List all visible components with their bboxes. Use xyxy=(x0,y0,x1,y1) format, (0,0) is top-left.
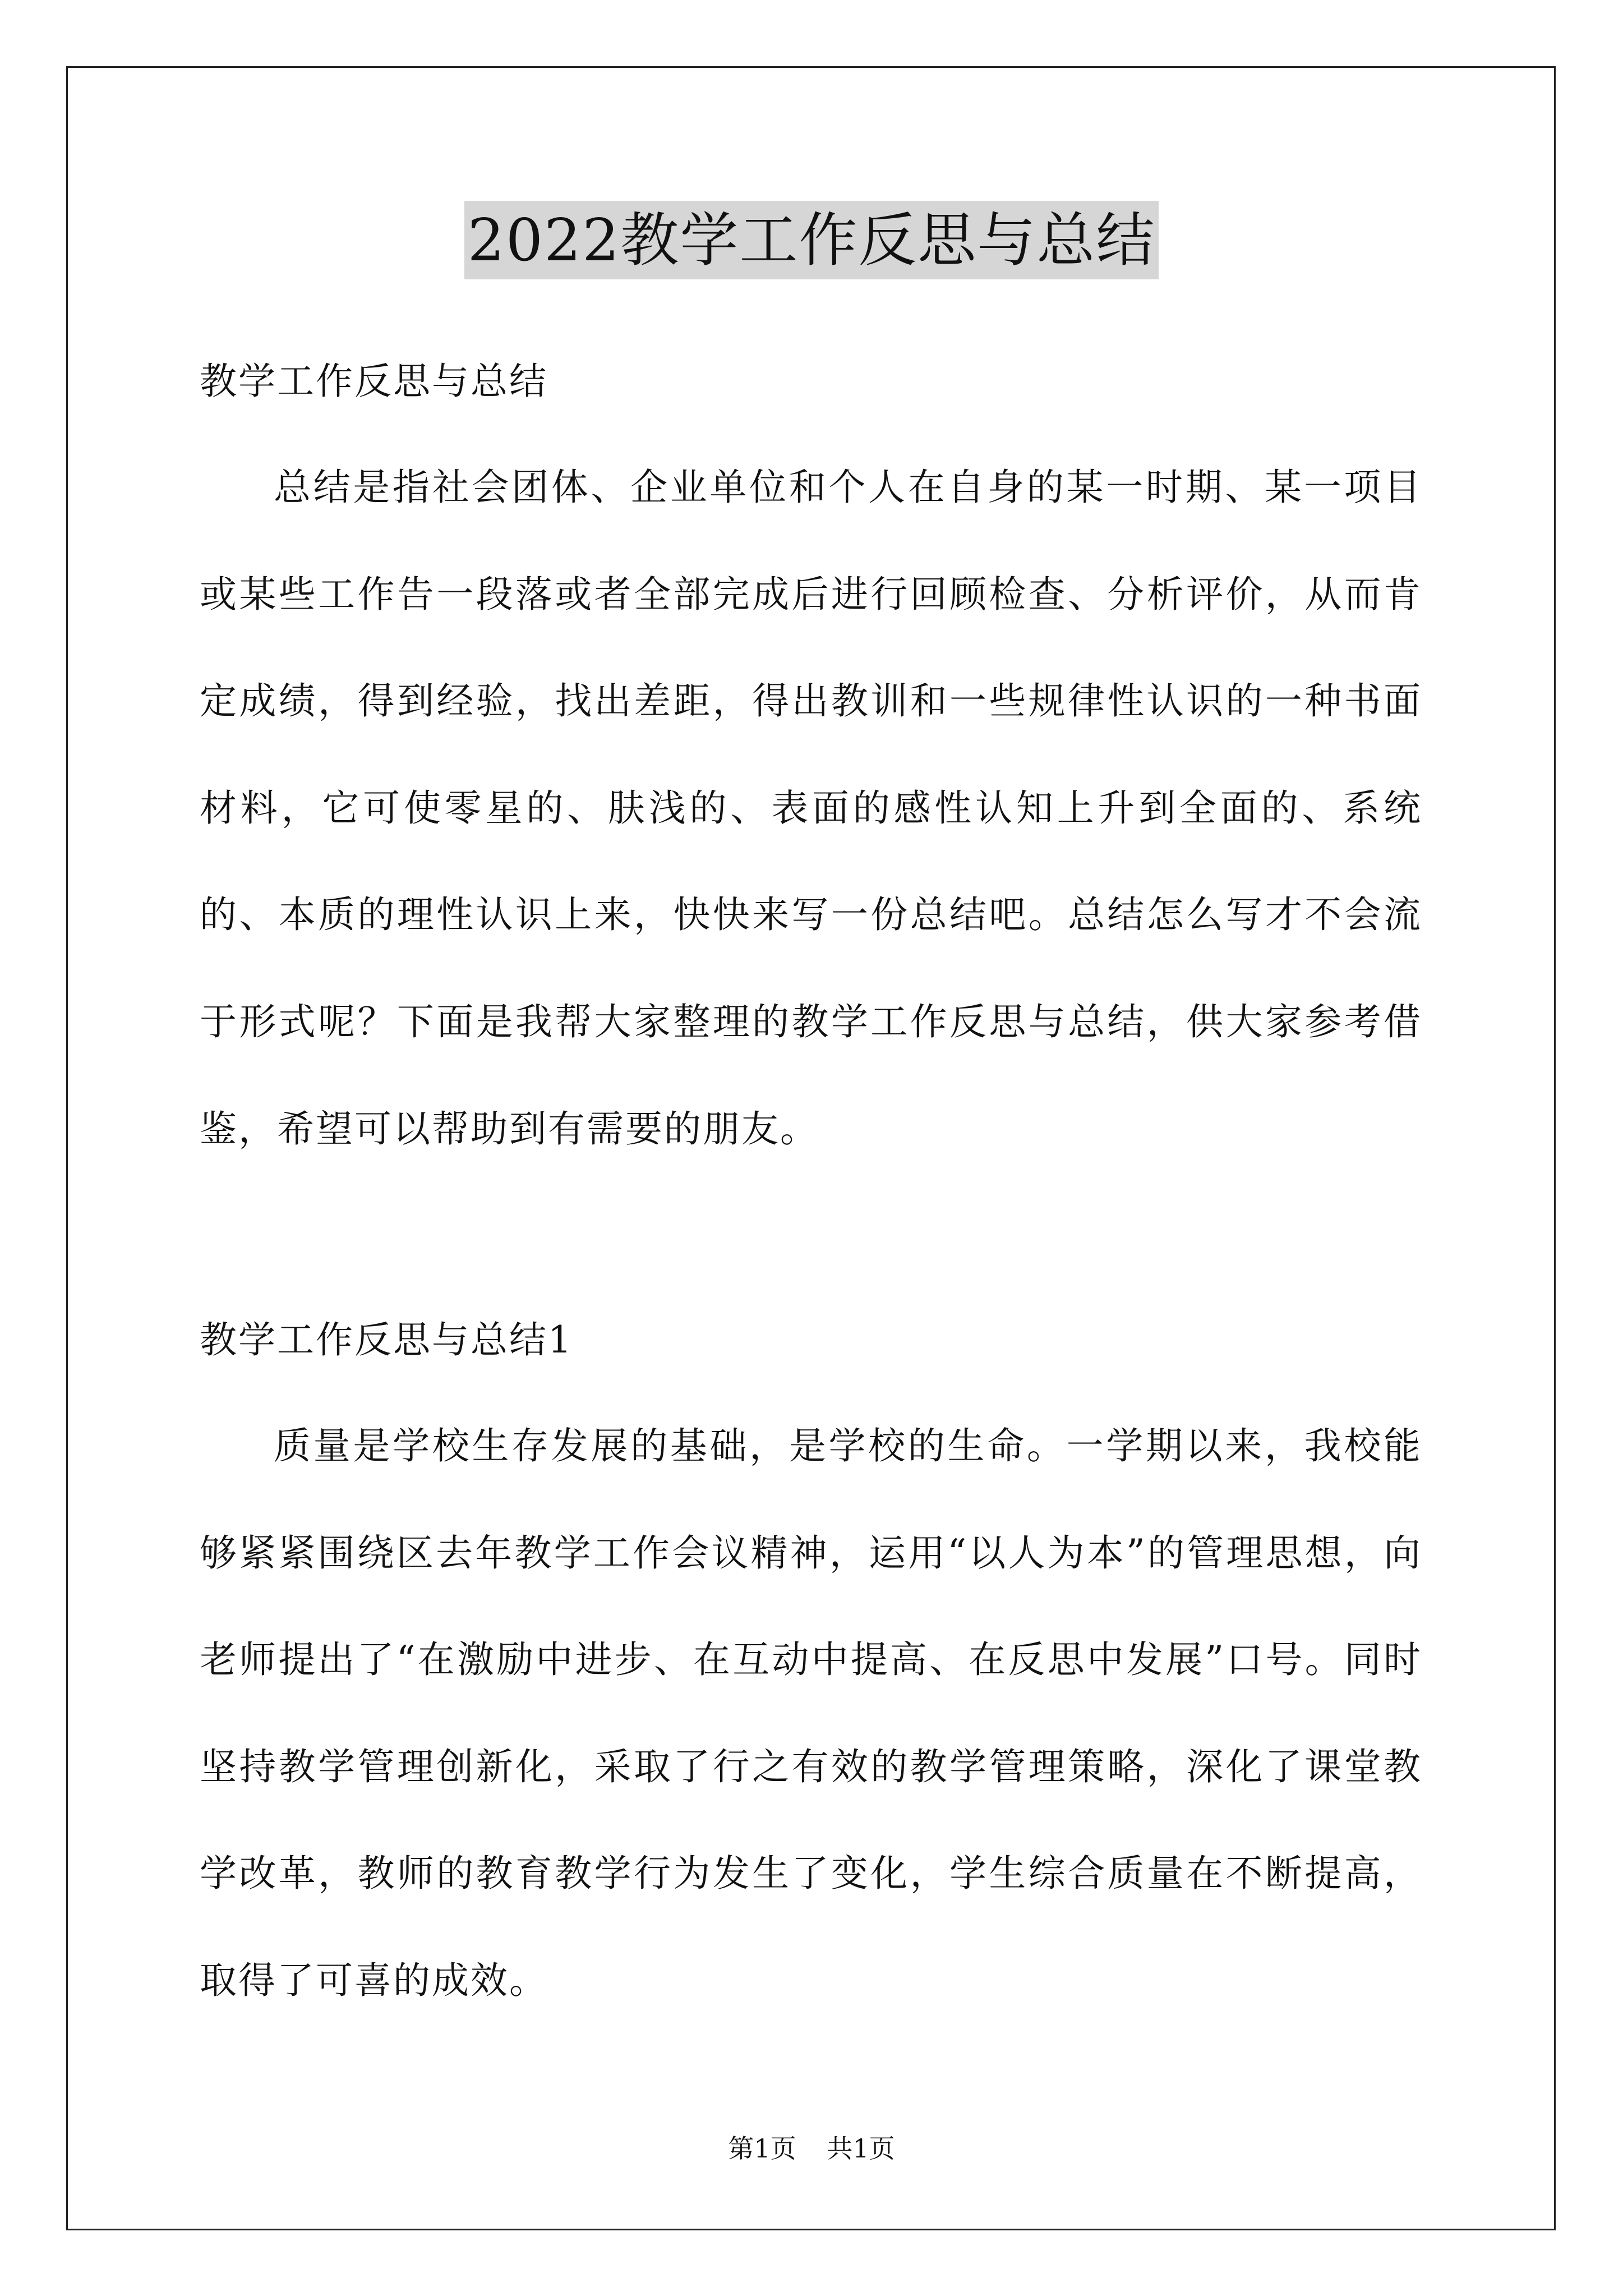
page-total: 共1页 xyxy=(827,2133,895,2164)
page-number: 第1页 xyxy=(728,2133,796,2164)
section-paragraph-1: 总结是指社会团体、企业单位和个人在自身的某一时期、某一项目或某些工作告一段落或者全部完成后进行回顾检查、分析评价，从而肯定成绩，得到经验，找出差距，得出教训和一些规律性认识的一种书面材料，它可使零星的、肤浅的、表面的感性认知上升到全面的、系统的、本质的理性认识上来，快快来写一份总结吧。总结怎么写才不会流于形式呢？下面是我帮大家整理的教学工作反思与总结，供大家参考借鉴，希望可以帮助到有需要的朋友。 xyxy=(200,466,1422,1151)
section-paragraph-2: 质量是学校生存发展的基础，是学校的生命。一学期以来，我校能够紧紧围绕区去年教学工作会议精神，运用“以人为本”的管理思想，向老师提出了“在激励中进步、在互动中提高、在反思中发展”口号。同时坚持教学管理创新化，采取了行之有效的教学管理策略，深化了课堂教学改革，教师的教育教学行为发生了变化，学生综合质量在不断提高，取得了可喜的成效。 xyxy=(200,1424,1422,2002)
document-title: 2022教学工作反思与总结 xyxy=(464,201,1159,279)
page-footer xyxy=(0,2132,1623,2165)
title-container xyxy=(0,201,1623,279)
section-heading-2: 教学工作反思与总结1 xyxy=(200,1318,573,1361)
section-heading-1: 教学工作反思与总结 xyxy=(200,360,548,403)
